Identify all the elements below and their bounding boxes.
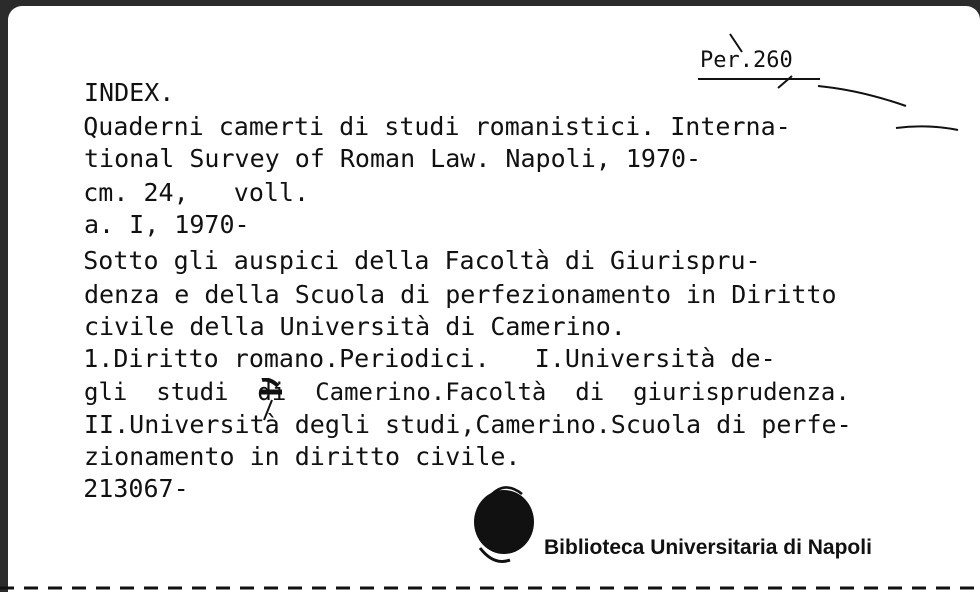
- card-line-10: gli studi di Camerino.Facoltà di giurisprudenza.: [84, 378, 850, 406]
- card-line-4: cm. 24, voll.: [8, 178, 310, 207]
- card-line-5: a. I, 1970-: [84, 210, 250, 239]
- card-line-6: Sotto gli auspici della Facoltà di Giurispru-: [8, 246, 761, 275]
- card-line-13: 213067-: [8, 474, 189, 503]
- card-line-9: 1.Diritto romano.Periodici. I.Università de-: [8, 344, 776, 373]
- card-line-12: zionamento in diritto civile.: [84, 442, 521, 471]
- card-line-7: denza e della Scuola di perfezionamento in Diritto: [84, 280, 837, 309]
- card-line-1: INDEX.: [84, 78, 175, 107]
- card-line-3: tional Survey of Roman Law. Napoli, 1970-: [84, 144, 702, 173]
- card-bottom-perforation: [0, 582, 980, 592]
- card-line-8: civile della Università di Camerino.: [84, 312, 626, 341]
- correction-mark: [256, 378, 296, 422]
- card-line-11: II.Università degli studi,Camerino.Scuola di perfe-: [84, 410, 852, 439]
- library-seal-icon: [470, 478, 540, 568]
- shelf-mark: Per.260: [700, 48, 793, 73]
- card-line-2: Quaderni camerti di studi romanistici. Interna-: [8, 112, 791, 141]
- library-stamp-text: Biblioteca Universitaria di Napoli: [544, 536, 872, 559]
